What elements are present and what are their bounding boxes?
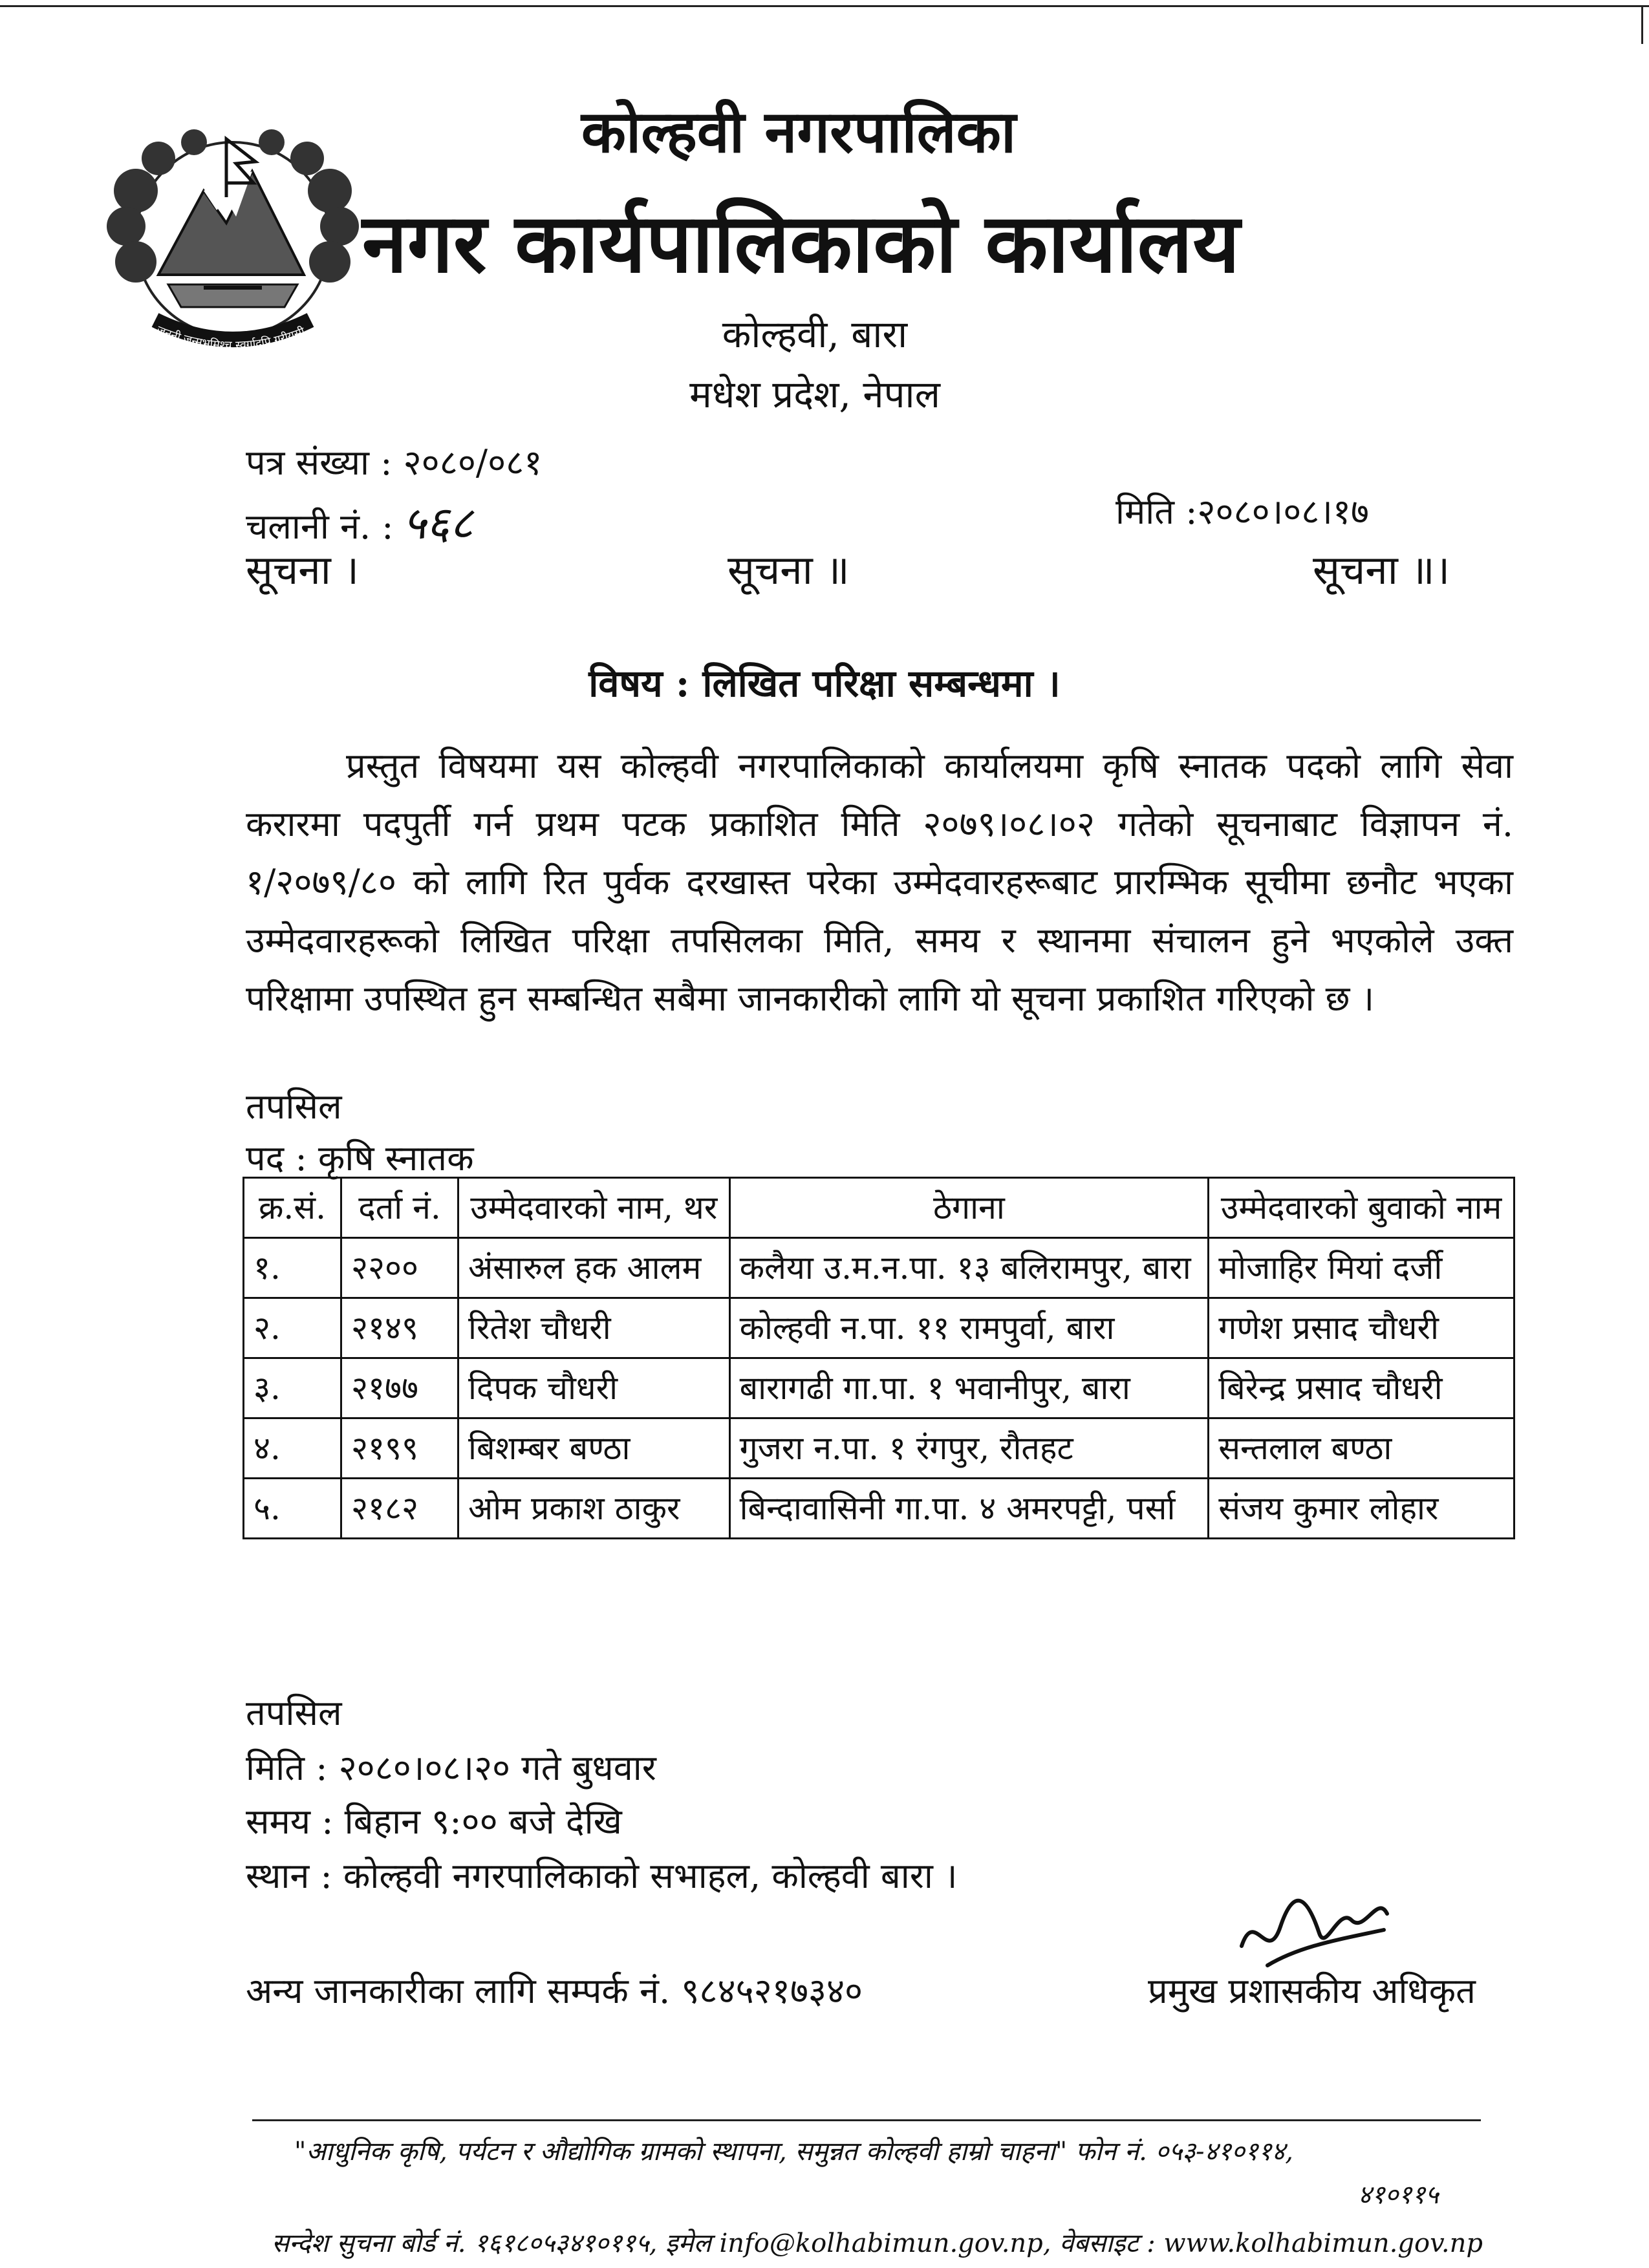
body-paragraph: प्रस्तुत विषयमा यस कोल्हवी नगरपालिकाको कार्यालयमा कृषि स्नातक पदको लागि सेवा करारमा पदपुर्ती गर्न प्रथम पटक प्रकाशित मिति २०७९।०८।०२ गतेको सूचनाबाट विज्ञापन नं. १/२०७९/८० को लागि रित पुर्वक दरखास्त परेका उम्मेदवारहरूबाट प्रारम्भिक सूचीमा छनौट भएका उम्मेदवारहरूको लिखित परिक्षा तपसिलका मिति, समय र स्थानमा संचालन हुने भएकोले उक्त परिक्षामा उपस्थित हुन सम्बन्धित सबैमा जानकारीको लागि यो सूचना प्रकाशित गरिएको छ । [246,745,1513,1019]
footer-divider [252,2119,1481,2121]
nepal-emblem-icon [97,113,369,372]
officer-signature [1229,1868,1397,1978]
footer-phone-continued: ४१०११५ [1358,2180,1439,2210]
municipality-name: कोल्हवी नगरपालिका [581,98,1017,166]
cell-candidate-name: रितेश चौधरी [458,1298,730,1358]
table-row [244,1238,1514,1298]
cell-father-name: बिरेन्द्र प्रसाद चौधरी [1209,1358,1514,1418]
cell-serial: १. [244,1238,341,1298]
officer-title: प्रमुख प्रशासकीय अधिकृत [1148,1971,1476,2011]
notice-heading-1: सूचना । [246,546,359,594]
cell-father-name: गणेश प्रसाद चौधरी [1209,1298,1514,1358]
dispatch-number-label: चलानी नं. : [246,506,394,547]
exam-date: मिति : २०८०।०८।२० गते बुधवार [246,1748,656,1788]
header-address: ठेगाना [729,1178,1209,1238]
table-row [244,1358,1514,1418]
letter-number [246,437,542,485]
cell-serial: ४. [244,1418,341,1479]
letter-number-value: २०८०/०८१ [403,442,543,483]
cell-candidate-name: ओम प्रकाश ठाकुर [458,1479,730,1539]
office-name: नगर कार्यपालिकाको कार्यालय [362,195,1240,291]
cell-address: बिन्दावासिनी गा.पा. ४ अमरपट्टी, पर्सा [729,1479,1209,1539]
contact-number: अन्य जानकारीका लागि सम्पर्क नं. ९८४५२१७३४० [246,1971,863,2011]
header-registration: दर्ता नं. [341,1178,458,1238]
cell-serial: ३. [244,1358,341,1418]
exam-venue: स्थान : कोल्हवी नगरपालिकाको सभाहल, कोल्हवी बारा । [246,1856,958,1896]
cell-father-name: सन्तलाल बण्ठा [1209,1418,1514,1479]
subject-line: विषय : लिखित परिक्षा सम्बन्धमा । [588,661,1061,705]
header-father-name: उम्मेदवारको बुवाको नाम [1209,1178,1514,1238]
cell-address: बारागढी गा.पा. १ भवानीपुर, बारा [729,1358,1209,1418]
cell-candidate-name: बिशम्बर बण्ठा [458,1418,730,1479]
cell-serial: २. [244,1298,341,1358]
schedule-label: तपसिल [246,1693,342,1733]
cell-registration: २१४९ [341,1298,458,1358]
header-candidate-name: उम्मेदवारको नाम, थर [458,1178,730,1238]
cell-address: गुजरा न.पा. १ रंगपुर, रौतहट [729,1418,1209,1479]
letter-number-label: पत्र संख्या : [246,442,393,483]
notice-heading-2: सूचना ॥ [727,546,850,594]
footer-slogan: "आधुनिक कृषि, पर्यटन र औद्योगिक ग्रामको स्थापना, समुन्नत कोल्हवी हाम्रो चाहना" फोन नं. ०५३-४१०११४, [294,2137,1293,2166]
cell-address: कलैया उ.म.न.पा. १३ बलिरामपुर, बारा [729,1238,1209,1298]
cell-registration: २२०० [341,1238,458,1298]
office-province: मधेश प्रदेश, नेपाल [689,372,940,416]
cell-address: कोल्हवी न.पा. ११ रामपुर्वा, बारा [729,1298,1209,1358]
exam-time: समय : बिहान ९:०० बजे देखि [246,1801,622,1842]
cell-father-name: मोजाहिर मियां दर्जी [1209,1238,1514,1298]
table-row [244,1418,1514,1479]
cell-candidate-name: दिपक चौधरी [458,1358,730,1418]
office-location: कोल्हवी, बारा [722,312,908,356]
notice-heading-3: सूचना ॥। [1313,546,1450,594]
candidate-table [242,1177,1515,1539]
post-title: पद : कृषि स्नातक [246,1138,474,1179]
top-border [0,5,1649,7]
top-border-corner [1641,5,1643,44]
cell-serial: ५. [244,1479,341,1539]
header-serial: क्र.सं. [244,1178,341,1238]
dispatch-number-value: ५६८ [402,497,473,550]
cell-candidate-name: अंसारुल हक आलम [458,1238,730,1298]
cell-registration: २१८२ [341,1479,458,1539]
cell-father-name: संजय कुमार लोहार [1209,1479,1514,1539]
issue-date-label: मिति : [1116,491,1198,532]
issue-date [1116,486,1369,534]
footer-contact-details: सन्देश सुचना बोर्ड नं. १६१८०५३४१०११५, इमेल info@kolhabimun.gov.np, वेबसाइट : www.kolhabimun.gov.np [272,2229,1483,2258]
table-row [244,1479,1514,1539]
issue-date-value: २०८०।०८।१७ [1197,491,1369,532]
table-header-row [244,1178,1514,1238]
table-row [244,1298,1514,1358]
cell-registration: २१९९ [341,1418,458,1479]
details-label: तपसिल [246,1086,342,1127]
emblem-motto: जननी जन्मभूमिश्च स्वर्गादपि गरीयसी [155,323,307,353]
cell-registration: २१७७ [341,1358,458,1418]
